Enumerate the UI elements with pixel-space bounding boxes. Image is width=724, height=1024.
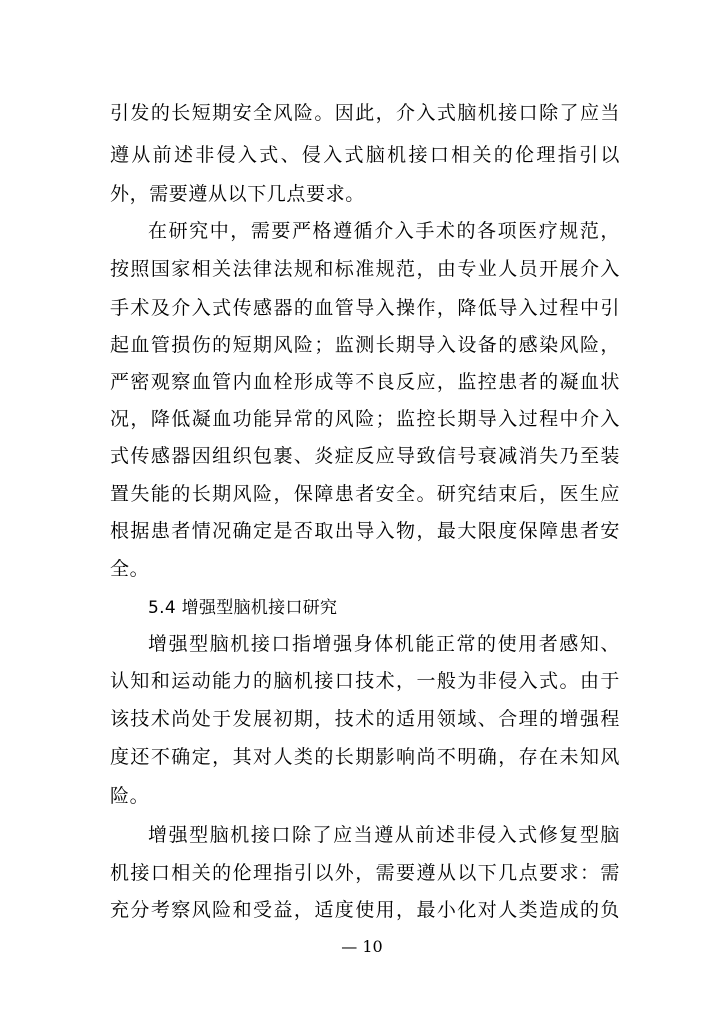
text-line: 在研究中，需要严格遵循介入手术的各项医疗规范， bbox=[148, 220, 620, 242]
text-line: 增强型脑机接口指增强身体机能正常的使用者感知、 bbox=[148, 633, 620, 655]
page-number: — 10 bbox=[341, 937, 383, 956]
text-line: 根据患者情况确定是否取出导入物，最大限度保障患者安 bbox=[110, 520, 620, 542]
section-heading: 5.4 增强型脑机接口研究 bbox=[148, 598, 338, 618]
text-line: 引发的长短期安全风险。因此，介入式脑机接口除了应当 bbox=[110, 102, 620, 124]
text-line: 增强型脑机接口除了应当遵从前述非侵入式修复型脑 bbox=[148, 824, 620, 846]
text-line: 置失能的长期风险，保障患者安全。研究结束后，医生应 bbox=[110, 483, 620, 505]
text-line: 充分考察风险和受益，适度使用，最小化对人类造成的负 bbox=[110, 899, 620, 921]
text-line: 外，需要遵从以下几点要求。 bbox=[110, 183, 365, 205]
text-line: 机接口相关的伦理指引以外，需要遵从以下几点要求：需 bbox=[110, 862, 620, 884]
text-line: 险。 bbox=[110, 785, 150, 807]
text-line: 按照国家相关法律法规和标准规范，由专业人员开展介入 bbox=[110, 258, 620, 280]
text-line: 严密观察血管内血栓形成等不良反应，监控患者的凝血状 bbox=[110, 371, 620, 393]
text-line: 该技术尚处于发展初期，技术的适用领域、合理的增强程 bbox=[110, 708, 620, 730]
text-line: 况，降低凝血功能异常的风险；监控长期导入过程中介入 bbox=[110, 408, 620, 430]
text-line: 遵从前述非侵入式、侵入式脑机接口相关的伦理指引以 bbox=[110, 144, 620, 166]
text-line: 认知和运动能力的脑机接口技术，一般为非侵入式。由于 bbox=[110, 670, 620, 692]
text-line: 起血管损伤的短期风险；监测长期导入设备的感染风险， bbox=[110, 334, 620, 356]
text-line: 度还不确定，其对人类的长期影响尚不明确，存在未知风 bbox=[110, 746, 620, 768]
text-line: 手术及介入式传感器的血管导入操作，降低导入过程中引 bbox=[110, 297, 620, 319]
text-line: 全。 bbox=[110, 558, 150, 580]
text-line: 式传感器因组织包裹、炎症反应导致信号衰减消失乃至装 bbox=[110, 445, 620, 467]
